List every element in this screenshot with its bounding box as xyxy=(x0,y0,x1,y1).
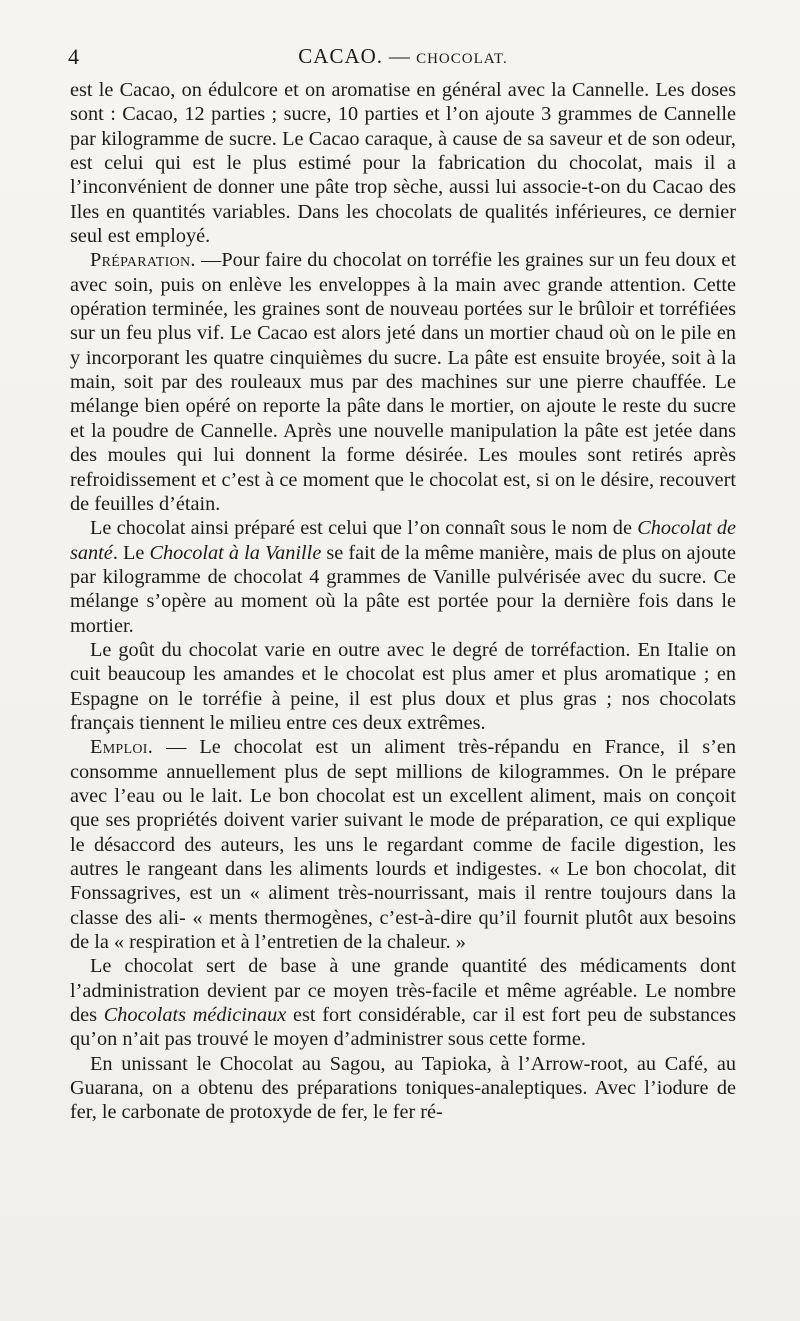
running-head-title: CACAO. xyxy=(298,44,384,68)
paragraph-text: Le goût du chocolat varie en outre avec le degré de torréfaction. En Italie on cuit beaucoup les amandes et le chocolat est plus amer et plus aromatique ; en Espagne on le torréfie à peine, il est plus doux et plus gras ; nos chocolats français tiennent le milieu entre ces deux extrêmes. xyxy=(70,638,736,734)
paragraph-text: Le chocolat sert de base à une grande quantité des médicaments dont l’administration devient par ce moyen très-facile et même agréable. Le nombre des xyxy=(70,955,736,1027)
paragraph-medicaments xyxy=(70,954,736,1051)
running-head xyxy=(70,44,736,69)
page-header xyxy=(70,44,736,74)
paragraph-text: se fait de la même manière, mais de plus on ajoute par kilogramme de chocolat 4 grammes de Vanille pulvérisée avec du sucre. Ce mélange s’opère au moment où la pâte est portée pour la dernière fois dans le mortier. xyxy=(70,541,736,637)
body-text xyxy=(70,78,736,1125)
running-head-subtitle: CHOCOLAT. xyxy=(416,51,508,67)
italic-term: Chocolat de santé xyxy=(70,517,737,564)
italic-term: Chocolat à la Vanille xyxy=(149,541,322,564)
paragraph-emploi xyxy=(70,735,736,954)
paragraph-text: . Le xyxy=(112,541,150,564)
italic-term: Chocolats médicinaux xyxy=(103,1004,287,1027)
section-label-emploi: Emploi. xyxy=(90,736,154,759)
paragraph-text: est fort considérable, car il est fort peu de substances qu’on n’ait pas trouvé le moyen d’administrer sous cette forme. xyxy=(70,1004,737,1051)
section-label-preparation: Préparation. xyxy=(90,249,196,272)
paragraph-chocolat-sante xyxy=(70,516,736,638)
paragraph-text: — Le chocolat est un aliment très-répandu en France, il s’en consomme annuellement plus de sept millions de kilogrammes. On le prépare avec l’eau ou le lait. Le bon chocolat est un excellent aliment, mais on conçoit que ses propriétés doivent varier suivant le mode de préparation, ce qui explique le désaccord des auteurs, les uns le regardant comme de facile digestion, les autres le rangeant dans les aliments lourds et indigestes. « Le bon chocolat, dit Fonssagrives, est un « aliment très-nourrissant, mais il rentre toujours dans la classe des ali- « ments thermogènes, c’est-à-dire qu’il fournit plutôt aux besoins de la « respiration et à l’entretien de la chaleur. » xyxy=(70,736,736,954)
paragraph-text: En unissant le Chocolat au Sagou, au Tapioka, à l’Arrow-root, au Café, au Guarana, on a obtenu des préparations toniques-analeptiques. Avec l’iodure de fer, le carbonate de protoxyde de fer, le fer ré- xyxy=(70,1052,736,1124)
paragraph-preparations-toniques xyxy=(70,1052,736,1125)
paragraph-text: —Pour faire du chocolat on torréfie les graines sur un feu doux et avec soin, puis on enlève les enveloppes à la main avec grande attention. Cette opération terminée, les graines sont de nouveau portées sur le brûloir et torréfiées sur un feu plus vif. Le Cacao est alors jeté dans un mortier chaud où on le pile en y incorporant les quatre cinquièmes du sucre. La pâte est ensuite broyée, soit à la main, soit par des rouleaux mus par des machines sur une pierre chauffée. Le mélange bien opéré on reporte la pâte dans le mortier, on ajoute le reste du sucre et la poudre de Cannelle. Après une nouvelle manipulation la pâte est jetée dans des moules qui lui donnent la forme désirée. Les moules sont retirés après refroidissement et c’est à ce moment que le chocolat est, si on le désire, recouvert de feuilles d’étain. xyxy=(70,249,736,515)
paragraph-text: Le chocolat ainsi préparé est celui que l’on connaît sous le nom de xyxy=(90,517,638,540)
paragraph-continuation xyxy=(70,78,736,248)
running-head-separator: — xyxy=(388,44,411,68)
paragraph-preparation xyxy=(70,248,736,516)
paragraph-text: est le Cacao, on édulcore et on aromatise en général avec la Cannelle. Les doses sont : Cacao, 12 parties ; sucre, 10 parties et l’on ajoute 3 grammes de Cannelle par kilogramme de sucre. Le Cacao caraque, à cause de sa saveur et de son odeur, est celui qui est le plus estimé pour la fabrication du chocolat, mais il a l’inconvénient de donner une pâte trop sèche, aussi lui associe-t-on du Cacao des Iles en quantités variables. Dans les chocolats de qualités inférieures, ce dernier seul est employé. xyxy=(70,79,736,248)
page-number: 4 xyxy=(68,44,80,69)
paragraph-gout xyxy=(70,638,736,735)
